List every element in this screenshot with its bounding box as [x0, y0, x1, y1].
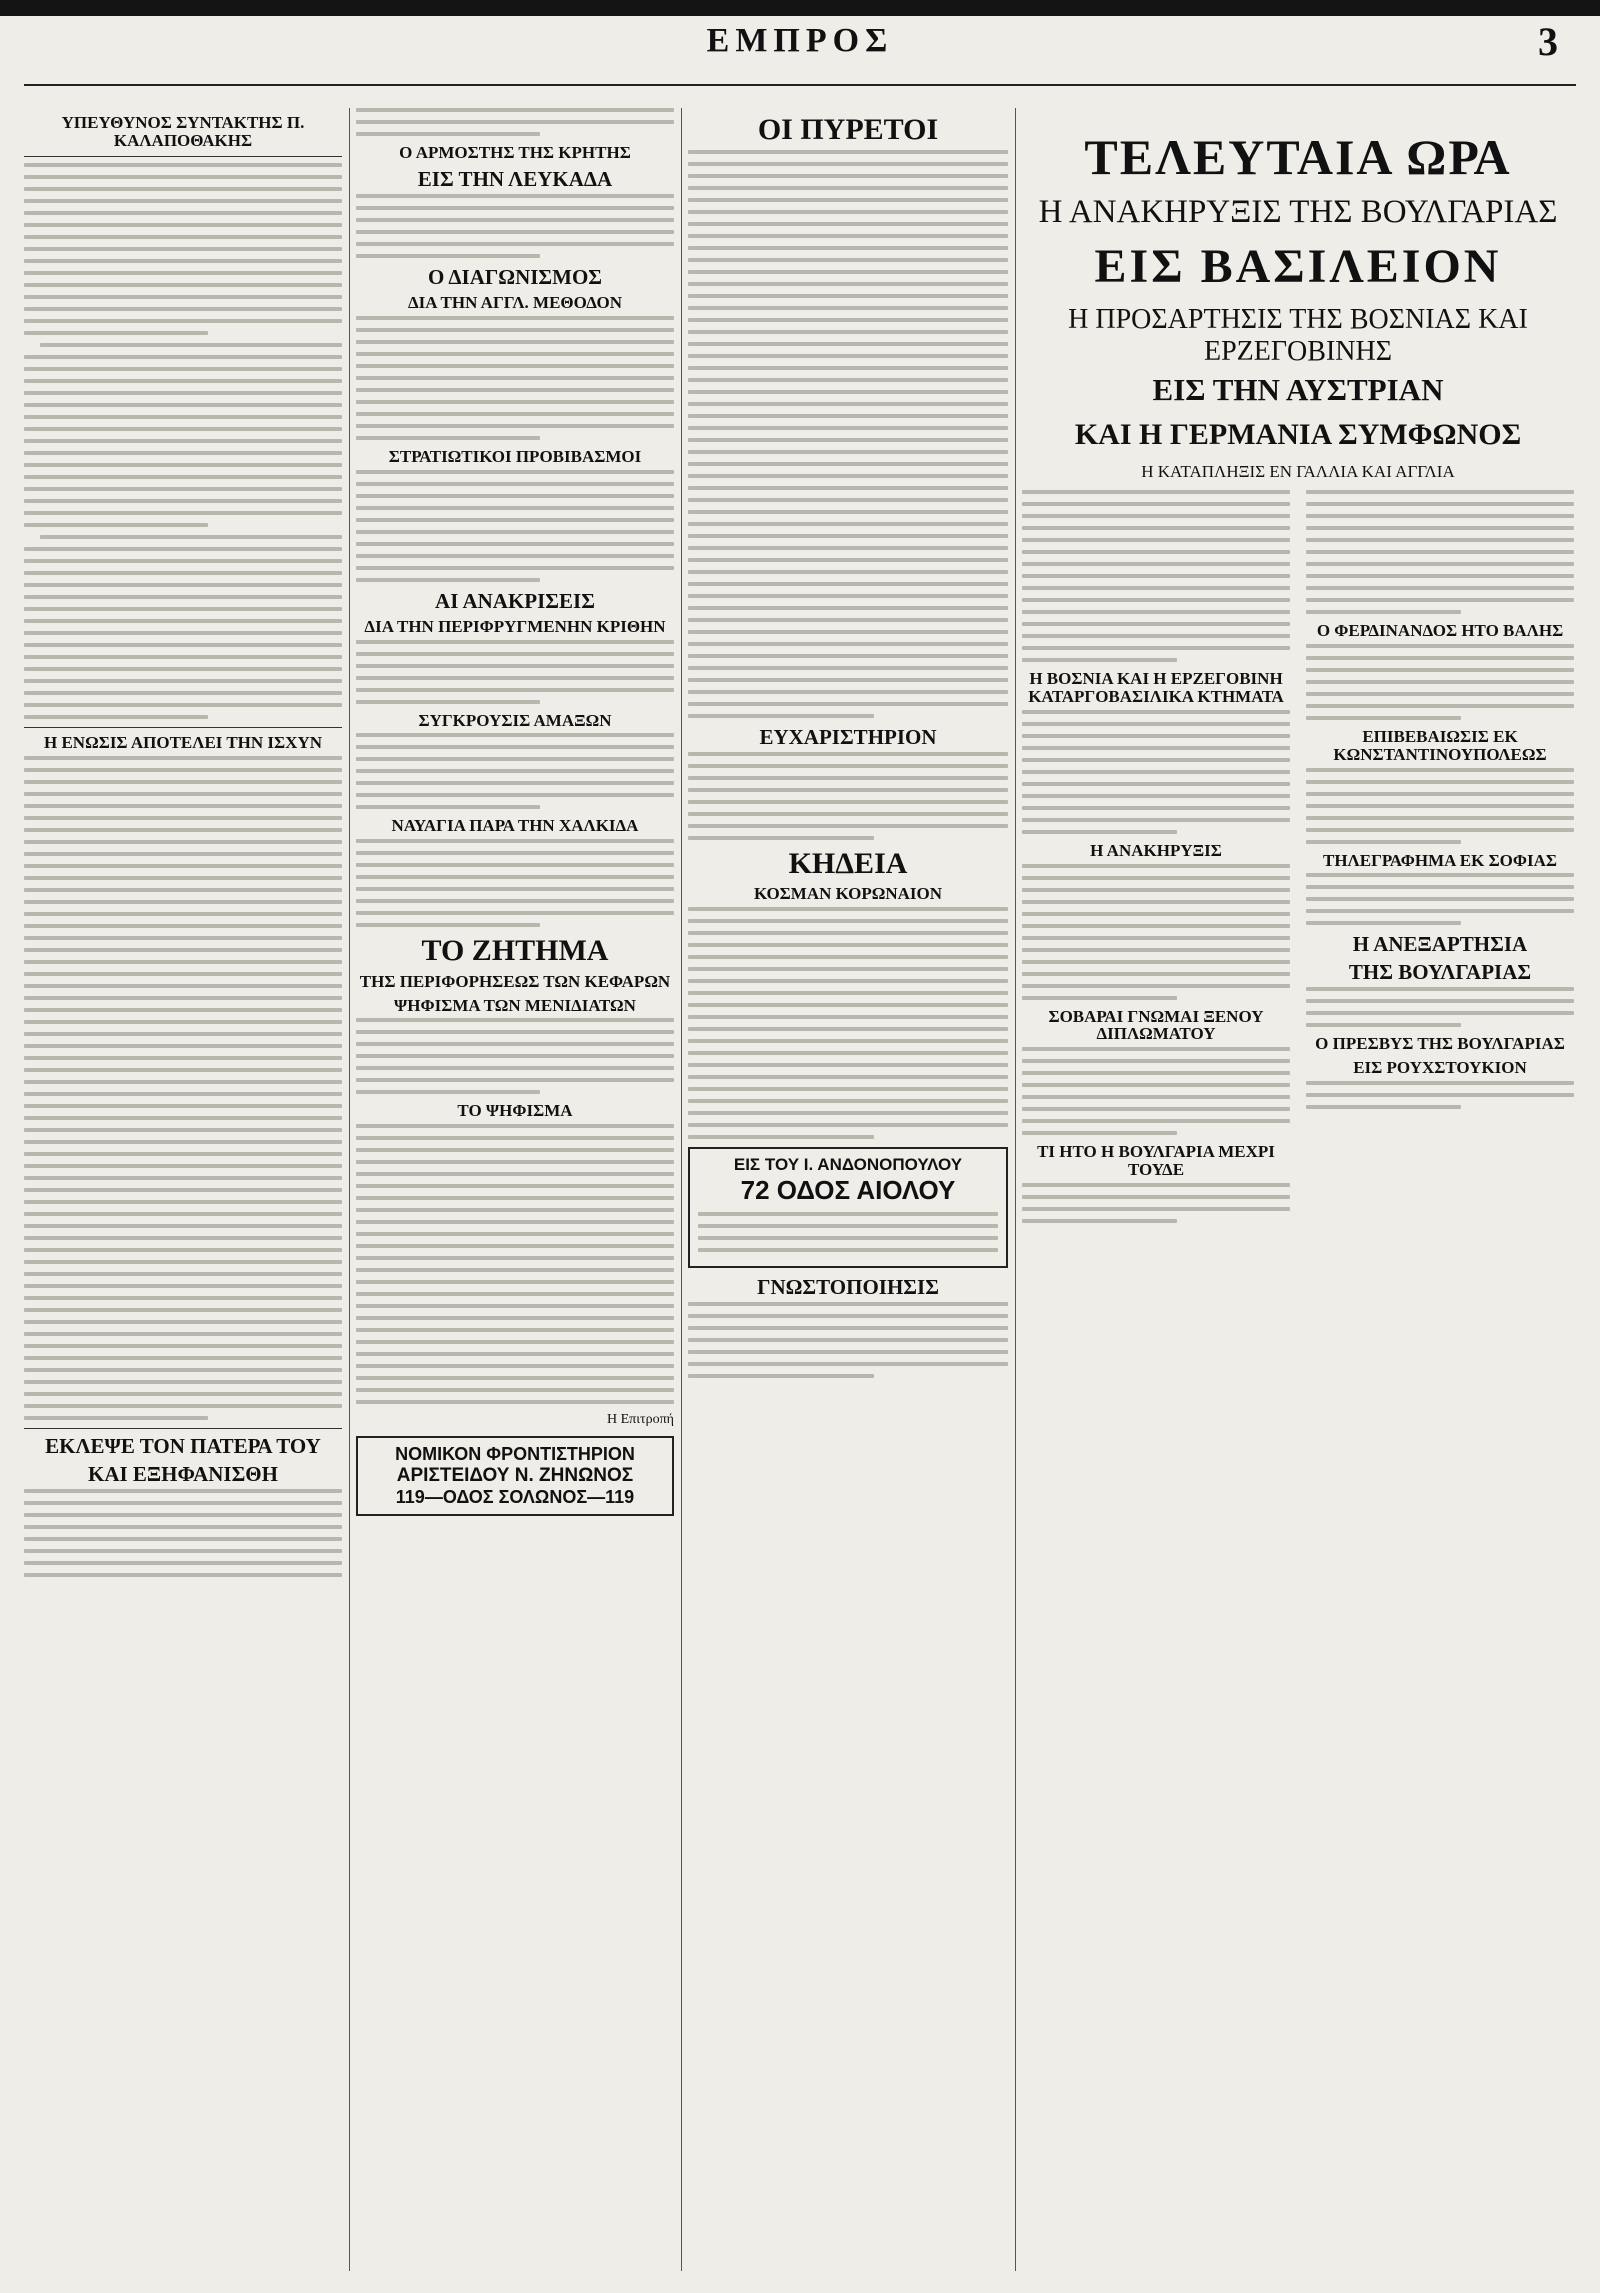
- article-body: [1022, 864, 1290, 1000]
- headline: ΕΙΣ ΤΗΝ ΛΕΥΚΑΔΑ: [417, 166, 613, 191]
- subheading: ΕΙΣ ΡΟΥΧΣΤΟΥΚΙΟΝ: [1353, 1058, 1527, 1078]
- signature: Η Επιτροπή: [607, 1412, 674, 1428]
- article-body: [1306, 987, 1574, 1027]
- ad-andonopoulos: [688, 1147, 1008, 1268]
- headline: ΤΗΣ ΠΕΡΙΦΟΡΗΣΕΩΣ ΤΩΝ ΚΕΦΑΡΩΝ: [359, 971, 671, 991]
- headline: Ο ΑΡΜΟΣΤΗΣ ΤΗΣ ΚΡΗΤΗΣ: [399, 143, 631, 162]
- headline: ΔΙΑ ΤΗΝ ΠΕΡΙΦΡΥΓΜΕΝΗΝ ΚΡΙΘΗΝ: [364, 616, 666, 636]
- header-rule: [24, 84, 1576, 86]
- article-body: [356, 1018, 674, 1094]
- article-body: [1306, 873, 1574, 925]
- subheading: Ο ΦΕΡΔΙΝΑΝΔΟΣ ΗΤΟ ΒΑΛΗΣ: [1316, 621, 1564, 640]
- headline: ΕΙΣ ΤΗΝ ΑΥΣΤΡΙΑΝ: [1152, 372, 1444, 407]
- column-separator: [349, 108, 350, 2271]
- subheading: Ο ΠΡΕΣΒΥΣ ΤΗΣ ΒΟΥΛΓΑΡΙΑΣ: [1315, 1034, 1565, 1054]
- ad-law-school: [356, 1436, 674, 1516]
- subheading: ΤΙ ΗΤΟ Η ΒΟΥΛΓΑΡΙΑ ΜΕΧΡΙ ΤΟΥΔΕ: [1037, 1142, 1275, 1180]
- headline: ΚΗΔΕΙΑ: [788, 846, 908, 880]
- headline: ΤΟ ΖΗΤΗΜΑ: [421, 934, 609, 968]
- article-body: [1022, 1183, 1290, 1223]
- column-1: [24, 108, 342, 2271]
- newspaper-masthead: ΕΜΠΡΟΣ: [706, 22, 894, 59]
- divider: [24, 1428, 342, 1429]
- headline: ΣΥΓΚΡΟΥΣΙΣ ΑΜΑΞΩΝ: [418, 710, 612, 730]
- column-separator: [681, 108, 682, 2271]
- right-subcolumn: [1306, 490, 1574, 1231]
- article-body: [24, 163, 342, 719]
- subheading: ΤΗΣ ΒΟΥΛΓΑΡΙΑΣ: [1348, 960, 1532, 985]
- headline: ΨΗΦΙΣΜΑ ΤΩΝ ΜΕΝΙΔΙΑΤΩΝ: [394, 995, 636, 1015]
- article-body: [1306, 490, 1574, 614]
- article-body: [356, 316, 674, 440]
- article-body: [1022, 710, 1290, 834]
- article-body: [688, 1302, 1008, 1378]
- ad-line: ΕΙΣ ΤΟΥ Ι. ΑΝΔΟΝΟΠΟΥΛΟΥ: [733, 1154, 963, 1174]
- ad-body: [698, 1212, 998, 1252]
- headline: ΚΑΙ Η ΓΕΡΜΑΝΙΑ ΣΥΜΦΩΝΟΣ: [1074, 418, 1522, 451]
- subheading: Η ΑΝΑΚΗΡΥΞΙΣ: [1090, 840, 1222, 860]
- ad-line: 72 ΟΔΟΣ ΑΙΟΛΟΥ: [740, 1174, 956, 1205]
- column-separator: [1015, 108, 1016, 2271]
- headline: ΔΙΑ ΤΗΝ ΑΓΓΛ. ΜΕΘΟΔΟΝ: [407, 292, 623, 312]
- two-column-body: [1022, 490, 1574, 1231]
- column-3: [688, 108, 1008, 2271]
- article-body: [356, 470, 674, 582]
- headline: ΚΟΣΜΑΝ ΚΟΡΩΝΑΙΟΝ: [753, 884, 943, 904]
- article-body: [688, 752, 1008, 840]
- byline: ΥΠΕΥΘΥΝΟΣ ΣΥΝΤΑΚΤΗΣ Π. ΚΑΛΑΠΟΘΑΚΗΣ: [61, 113, 305, 150]
- article-body: [1306, 768, 1574, 844]
- page-header: [0, 16, 1600, 102]
- column-4: [1022, 108, 1574, 2271]
- article-body: [356, 194, 674, 258]
- article-body: [1306, 1081, 1574, 1109]
- ad-line: ΑΡΙΣΤΕΙΔΟΥ Ν. ΖΗΝΩΝΟΣ: [396, 1465, 634, 1487]
- article-body: [1022, 490, 1290, 662]
- headline: ΑΙ ΑΝΑΚΡΙΣΕΙΣ: [435, 588, 595, 613]
- subheading: Η ΑΝΕΞΑΡΤΗΣΙΑ: [1352, 932, 1528, 957]
- main-headline: ΤΕΛΕΥΤΑΙΑ ΩΡΑ: [1084, 129, 1512, 185]
- subheading: Η ΒΟΣΝΙΑ ΚΑΙ Η ΕΡΖΕΓΟΒΙΝΗ ΚΑΤΑΡΓΟΒΑΣΙΛΙΚΑ ΚΤΗΜΑΤΑ: [1028, 669, 1284, 706]
- subheading: ΤΗΛΕΓΡΑΦΗΜΑ ΕΚ ΣΟΦΙΑΣ: [1322, 850, 1558, 870]
- article-body: [356, 839, 674, 927]
- article-body: [356, 108, 674, 136]
- divider: [24, 727, 342, 728]
- article-body: [356, 733, 674, 809]
- headline: ΣΤΡΑΤΙΩΤΙΚΟΙ ΠΡΟΒΙΒΑΣΜΟΙ: [388, 446, 642, 466]
- headline: ΕΥΧΑΡΙΣΤΗΡΙΟΝ: [759, 724, 937, 749]
- column-2: [356, 108, 674, 2271]
- divider: [24, 156, 342, 157]
- headline: ΕΚΛΕΨΕ ΤΟΝ ΠΑΤΕΡΑ ΤΟΥ: [45, 1433, 321, 1458]
- headline: ΟΙ ΠΥΡΕΤΟΙ: [757, 113, 939, 146]
- headline: Η ΑΝΑΚΗΡΥΞΙΣ ΤΗΣ ΒΟΥΛΓΑΡΙΑΣ: [1038, 194, 1558, 230]
- article-body: [1022, 1047, 1290, 1135]
- headline: Ο ΔΙΑΓΩΝΙΣΜΟΣ: [427, 264, 603, 289]
- ad-line: 119—ΟΔΟΣ ΣΟΛΩΝΟΣ—119: [395, 1487, 635, 1508]
- headline: Η ΚΑΤΑΠΛΗΞΙΣ ΕΝ ΓΑΛΛΙΑ ΚΑΙ ΑΓΓΛΙΑ: [1141, 462, 1455, 481]
- headline: Η ΠΡΟΣΑΡΤΗΣΙΣ ΤΗΣ ΒΟΣΝΙΑΣ ΚΑΙ ΕΡΖΕΓΟΒΙΝΗΣ: [1068, 304, 1528, 367]
- article-body: [1306, 644, 1574, 720]
- article-body: [356, 640, 674, 704]
- headline: ΕΙΣ ΒΑΣΙΛΕΙΟΝ: [1094, 240, 1502, 293]
- left-subcolumn: [1022, 490, 1290, 1231]
- article-body: [356, 1124, 674, 1404]
- article-body: [688, 150, 1008, 718]
- headline: ΓΝΩΣΤΟΠΟΙΗΣΙΣ: [757, 1274, 939, 1299]
- headline: ΚΑΙ ΕΞΗΦΑΝΙΣΘΗ: [88, 1461, 278, 1486]
- headline: ΝΑΥΑΓΙΑ ΠΑΡΑ ΤΗΝ ΧΑΛΚΙΔΑ: [391, 816, 639, 836]
- subheading: ΕΠΙΒΕΒΑΙΩΣΙΣ ΕΚ ΚΩΝΣΤΑΝΤΙΝΟΥΠΟΛΕΩΣ: [1333, 726, 1547, 764]
- page-number: 3: [1538, 19, 1558, 64]
- headline: ΤΟ ΨΗΦΙΣΜΑ: [457, 1101, 573, 1121]
- article-body: [688, 907, 1008, 1139]
- ad-line: ΝΟΜΙΚΟΝ ΦΡΟΝΤΙΣΤΗΡΙΟΝ: [395, 1444, 635, 1465]
- article-body: [24, 1489, 342, 1577]
- top-border: [0, 0, 1600, 16]
- headline: Η ΕΝΩΣΙΣ ΑΠΟΤΕΛΕΙ ΤΗΝ ΙΣΧΥΝ: [44, 732, 322, 752]
- article-body: [24, 756, 342, 1420]
- subheading: ΣΟΒΑΡΑΙ ΓΝΩΜΑΙ ΞΕΝΟΥ ΔΙΠΛΩΜΑΤΟΥ: [1048, 1006, 1264, 1044]
